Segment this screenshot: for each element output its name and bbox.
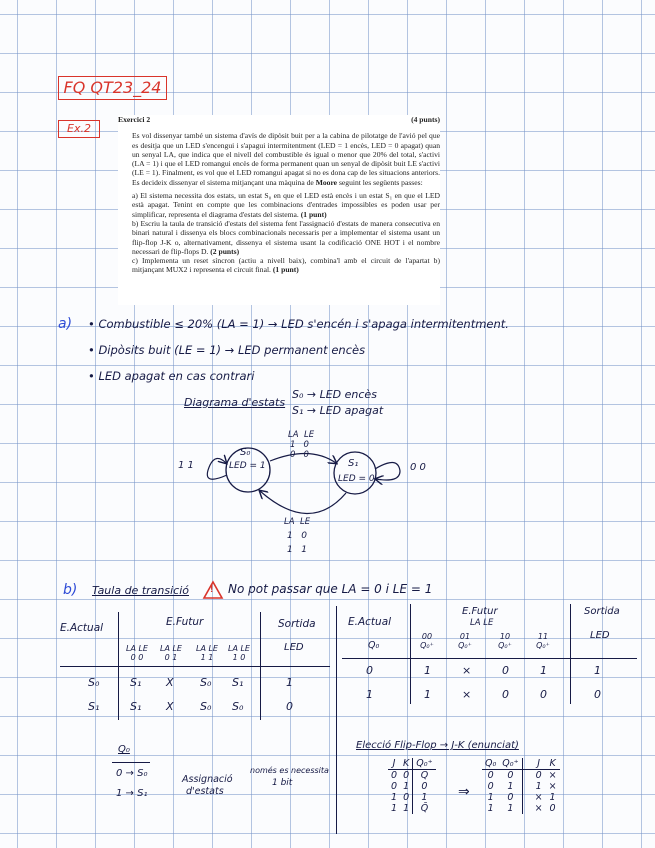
course-tag: FQ QT23_24 xyxy=(58,76,167,100)
part-a-line-3: • LED apagat en cas contrari xyxy=(88,369,255,383)
bottom-transition-header: LA LE xyxy=(284,517,311,527)
t1-row2-out: 0 xyxy=(286,700,293,713)
t2-vline-1 xyxy=(410,604,411,704)
t2-hline xyxy=(342,658,637,659)
state-s1-output: LED = 0 xyxy=(338,474,375,484)
part-a-line-1: • Combustible ≤ 20% (LA = 1) → LED s'encén i s'apaga intermitentment. xyxy=(88,317,509,331)
t1-header-sortida: Sortida xyxy=(278,618,316,630)
t1-header-futur: E.Futur xyxy=(166,616,204,628)
exercise-intro: Es vol dissenyar també un sistema d'avís de dipòsit buit per a la cabina de pilotatge de l'avió pel que es desitja que un LED s'encengui i s'apagui intermitentment (LED = 1 encès, LED = 0 apagat) quan un senyal LA, que indica que el nivell del combustible és igual o menor que 20% del total, s'activi (LA = 1) i que el LED romangui encès de forma permanent quan un senyal de dipòsit buit LE s'activi (LE = 1). Finalment, es vol que el LED romangui apagat si no es dona cap de les situacions anteriors. Es decideix dissenyar el sistema mitjançant una màquina de Moore seguint les següents passes: xyxy=(132,131,440,187)
ex-head-k: K xyxy=(549,758,556,769)
self-loop-s1-label: 0 0 xyxy=(410,462,426,473)
exercise-title: Exercici 2 xyxy=(118,115,151,124)
ex-r3-j: × xyxy=(522,792,545,803)
t2-row1-out: 1 xyxy=(594,664,601,677)
assign-row-1: 1 → S₁ xyxy=(116,788,148,799)
state-legend-s1: S₁ → LED apagat xyxy=(292,404,384,417)
self-loop-s0 xyxy=(207,458,227,479)
jk-r2-k: 1 xyxy=(403,781,410,792)
state-s1-name: S₁ xyxy=(348,458,359,469)
assign-underline xyxy=(112,762,150,763)
t2-row2-c3: 0 xyxy=(502,688,509,701)
bottom-transition-row-2: 1 1 xyxy=(287,545,308,555)
exercise-statement xyxy=(118,115,440,305)
transition-table-title: Taula de transició xyxy=(92,584,189,597)
ex-r2-q: 0 xyxy=(487,781,494,792)
jk-r4-q: Q̄ xyxy=(413,803,436,814)
t1-subcol-2: LA LE 0 1 xyxy=(160,644,182,662)
t1-subcol-4: LA LE 1 0 xyxy=(228,644,250,662)
t1-row1-c4: S₁ xyxy=(232,676,244,689)
section-divider xyxy=(336,606,337,834)
assign-text-1: Assignació xyxy=(182,774,233,785)
state-legend-s0: S₀ → LED encès xyxy=(292,388,377,401)
t2-row2-q: 1 xyxy=(366,688,373,701)
jk-r2-j: 0 xyxy=(391,781,398,792)
jk-r1-q: Q xyxy=(413,770,436,782)
jk-r4-k: 1 xyxy=(403,803,410,814)
t2-col-1: 00 Q₀⁺ xyxy=(420,632,434,650)
ex-r4-q: 1 xyxy=(487,803,494,814)
t1-row1-state: S₀ xyxy=(88,676,100,689)
ex-r1-k: × xyxy=(548,770,557,781)
ex-r3-qp: 0 xyxy=(507,792,514,803)
assign-row-0: 0 → S₀ xyxy=(116,768,148,779)
jk-r3-q: 1 xyxy=(413,792,436,803)
state-assignment xyxy=(112,744,332,834)
part-a-line-2: • Dipòsits buit (LE = 1) → LED permanent encès xyxy=(88,343,366,357)
bottom-transition-row-1: 1 0 xyxy=(287,531,308,541)
self-loop-s0-label: 1 1 xyxy=(178,460,194,471)
t1-subcol-1: LA LE 0 0 xyxy=(126,644,148,662)
excitation-table xyxy=(482,758,560,814)
t2-header-futur: E.Futur xyxy=(462,606,498,617)
ex-r1-qp: 0 xyxy=(507,770,514,781)
ex-r4-qp: 1 xyxy=(507,803,514,814)
t1-row2-state: S₁ xyxy=(88,700,100,713)
t1-row1-c3: S₀ xyxy=(200,676,212,689)
t2-row1-c4: 1 xyxy=(540,664,547,677)
t1-header-actual: E.Actual xyxy=(60,622,104,634)
state-s0-output: LED = 1 xyxy=(229,461,266,471)
assign-note-2: 1 bit xyxy=(272,778,293,788)
assign-q-header: Q₀ xyxy=(118,744,130,755)
t1-row2-c3: S₀ xyxy=(200,700,212,713)
t1-row1-out: 1 xyxy=(286,676,293,689)
ex-r3-k: 1 xyxy=(549,792,556,803)
t2-row1-c3: 0 xyxy=(502,664,509,677)
t2-row1-c1: 1 xyxy=(424,664,431,677)
t2-header-q: Q₀ xyxy=(368,640,380,651)
ex-r2-j: 1 xyxy=(522,781,545,792)
jk-table xyxy=(388,758,436,814)
ex-r2-qp: 1 xyxy=(507,781,514,792)
t1-subcol-led: LED xyxy=(284,642,304,653)
ex-r4-j: × xyxy=(522,803,545,814)
jk-r2-q: 0 xyxy=(413,781,436,792)
t2-row2-c4: 0 xyxy=(540,688,547,701)
implies-arrow: ⇒ xyxy=(458,784,470,800)
t2-row1-c2: × xyxy=(462,664,472,677)
transition-table-states xyxy=(60,612,330,722)
part-b-label: b) xyxy=(63,582,78,598)
t1-hline xyxy=(60,666,330,667)
jk-r1-k: 0 xyxy=(403,770,410,781)
t2-row2-c2: × xyxy=(462,688,472,701)
t2-row2-out: 0 xyxy=(594,688,601,701)
ex-r4-k: 0 xyxy=(549,803,556,814)
transition-s1-s0 xyxy=(260,491,346,514)
transition-table-binary xyxy=(342,604,637,714)
part-a-label: a) xyxy=(58,316,73,332)
exercise-points: (4 punts) xyxy=(411,115,440,124)
jk-r1-j: 0 xyxy=(391,770,398,781)
t2-col-2: 01 Q₀⁺ xyxy=(458,632,472,650)
t2-header-actual: E.Actual xyxy=(348,616,392,628)
t2-col-led: LED xyxy=(590,630,610,641)
ex-r1-q: 0 xyxy=(487,770,494,781)
t2-header-sortida: Sortida xyxy=(584,606,620,617)
t1-subcol-3: LA LE 1 1 xyxy=(196,644,218,662)
ex-head-q: Q₀ xyxy=(485,758,497,769)
t2-vline-2 xyxy=(570,604,571,704)
ex-r2-k: × xyxy=(548,781,557,792)
t1-row2-c4: S₀ xyxy=(232,700,244,713)
state-s0-name: S₀ xyxy=(240,447,251,458)
ex-r3-q: 1 xyxy=(487,792,494,803)
assign-note-1: només es necessita xyxy=(250,766,329,775)
t1-row2-c1: S₁ xyxy=(130,700,142,713)
ex-r1-j: 0 xyxy=(522,770,545,782)
t2-col-4: 11 Q₀⁺ xyxy=(536,632,550,650)
t2-row1-q: 0 xyxy=(366,664,373,677)
jk-r3-k: 0 xyxy=(403,792,410,803)
top-transition-header: LA LE xyxy=(288,430,315,440)
jk-head-j: J xyxy=(392,758,396,769)
t1-row1-c2: X xyxy=(166,676,174,689)
flipflop-title: Elecció Flip-Flop → J-K (enunciat) xyxy=(356,740,519,751)
t1-row1-c1: S₁ xyxy=(130,676,142,689)
jk-r3-j: 1 xyxy=(391,792,398,803)
t1-row2-c2: X xyxy=(166,700,174,713)
jk-head-q: Q₀⁺ xyxy=(413,758,436,770)
t2-header-lale: LA LE xyxy=(470,618,494,628)
self-loop-s1 xyxy=(375,462,400,480)
exercise-part-a: a) El sistema necessita dos estats, un estat S₀ en que el LED està encès i un estat S₁ en que el LED està apagat. Tenint en compte que les combinacions d'entrades impossibles es poden usar per simplificar, representa el diagrama d'estats del sistema. (1 punt) b) Escriu la taula de transició d'estats del sistema fent l'assignació d'estats de manera consecutiva en binari natural i dissenya els blocs combinacionals necessaris per a implementar el sistema usant un flip-flop J-K o, alternativament, dissenya el sistema usant la codificació ONE HOT i el nombre necessari de flip-flops D. (2 punts) c) Implementa un reset síncron (actiu a nivell baix), combina'l amb el circuit de l'apartat b) mitjançant MUX2 i representa el circuit final. (1 punt) xyxy=(132,191,440,275)
jk-r4-j: 1 xyxy=(391,803,398,814)
jk-head-k: K xyxy=(403,758,410,769)
t2-row2-c1: 1 xyxy=(424,688,431,701)
diagram-title: Diagrama d'estats xyxy=(184,396,286,409)
top-transition-row-1: 1 0 xyxy=(290,440,309,450)
ex-head-qp: Q₀⁺ xyxy=(502,758,519,769)
warning-text: No pot passar que LA = 0 i LE = 1 xyxy=(228,582,433,596)
top-transition-row-2: 0 0 xyxy=(290,450,309,460)
warning-icon-mark: ! xyxy=(210,584,214,595)
exercise-tag: Ex.2 xyxy=(58,120,100,138)
ex-head-j: J xyxy=(522,758,545,770)
t2-col-3: 10 Q₀⁺ xyxy=(498,632,512,650)
assign-text-2: d'estats xyxy=(186,786,224,797)
